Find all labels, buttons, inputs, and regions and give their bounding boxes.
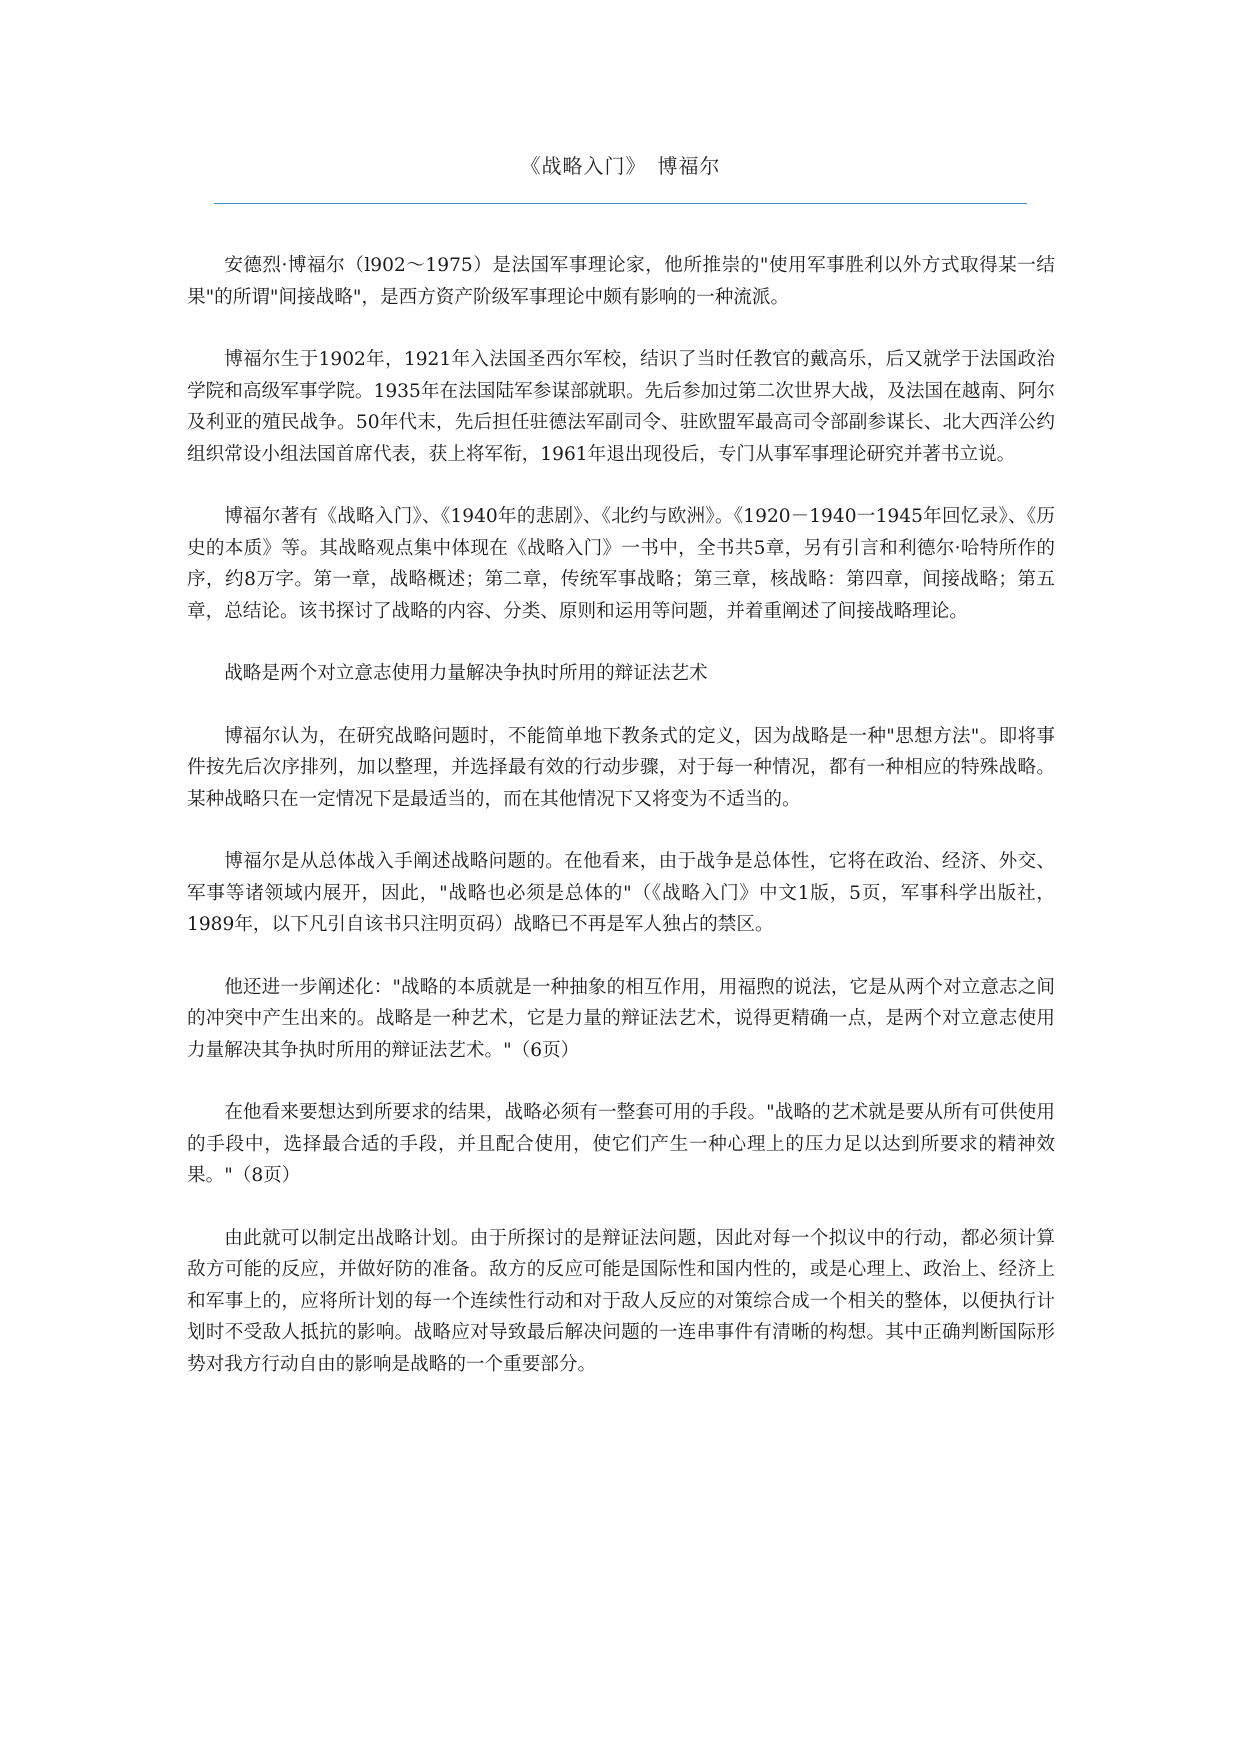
- document-title: 《战略入门》 博福尔: [520, 154, 721, 178]
- document-body: [187, 250, 1055, 1411]
- paragraph-means: 在他看来要想达到所要求的结果，战略必须有一整套可用的手段。"战略的艺术就是要从所有可供使用的手段中，选择最合适的手段，并且配合使用，使它们产生一种心理上的压力足以达到所要求的精神效果。"（8页）: [187, 1102, 1055, 1186]
- paragraph-planning: 由此就可以制定出战略计划。由于所探讨的是辩证法问题，因此对每一个拟议中的行动，都必须计算敌方可能的反应，并做好防的准备。敌方的反应可能是国际性和国内性的，或是心理上、政治上、经济上和军事上的，应将所计划的每一个连续性行动和对于敌人反应的对策综合成一个相关的整体，以便执行计划时不受敌人抵抗的影响。战略应对导致最后解决问题的一连串事件有清晰的构想。其中正确判断国际形势对我方行动自由的影响是战略的一个重要部分。: [187, 1227, 1055, 1375]
- paragraph-works: 博福尔著有《战略入门》、《1940年的悲剧》、《北约与欧洲》。《1920－1940一1945年回忆录》、《历史的本质》等。其战略观点集中体现在《战略入门》一书中，全书共5章，另有引言和利德尔·哈特所作的序，约8万字。第一章，战略概述；第二章，传统军事战略；第三章，核战略：第四章，间接战略；第五章，总结论。该书探讨了战略的内容、分类、原则和运用等问题，并着重阐述了间接战略理论。: [187, 506, 1055, 622]
- section-heading: 战略是两个对立意志使用力量解决争执时所用的辩证法艺术: [224, 663, 708, 684]
- title-divider: [214, 203, 1027, 204]
- paragraph-biography: 博福尔生于1902年，1921年入法国圣西尔军校，结识了当时任教官的戴高乐，后又就学于法国政治学院和高级军事学院。1935年在法国陆军参谋部就职。先后参加过第二次世界大战，及法国在越南、阿尔及利亚的殖民战争。50年代末，先后担任驻德法军副司令、驻欧盟军最高司令部副参谋长、北大西洋公约组织常设小组法国首席代表，获上将军衔，1961年退出现役后，专门从事军事理论研究并著书立说。: [187, 349, 1055, 465]
- paragraph-strategy-method: 博福尔认为，在研究战略问题时，不能简单地下教条式的定义，因为战略是一种"思想方法"。即将事件按先后次序排列，加以整理，并选择最有效的行动步骤，对于每一种情况，都有一种相应的特殊战略。某种战略只在一定情况下是最适当的，而在其他情况下又将变为不适当的。: [187, 725, 1055, 810]
- paragraph-essence: 他还进一步阐述化："战略的本质就是一种抽象的相互作用，用福煦的说法，它是从两个对立意志之间的冲突中产生出来的。战略是一种艺术，它是力量的辩证法艺术，说得更精确一点，是两个对立意志使用力量解决其争执时所用的辩证法艺术。"（6页）: [187, 976, 1055, 1061]
- paragraph-total-war: 博福尔是从总体战入手阐述战略问题的。在他看来，由于战争是总体性，它将在政治、经济、外交、军事等诸领域内展开，因此，"战略也必须是总体的"（《战略入门》中文1版，5页，军事科学出版社，1989年，以下凡引自该书只注明页码）战略已不再是军人独占的禁区。: [187, 851, 1055, 935]
- paragraph-intro: 安德烈·博福尔（l902～1975）是法国军事理论家，他所推崇的"使用军事胜利以外方式取得某一结果"的所谓"间接战略"，是西方资产阶级军事理论中颇有影响的一种流派。: [187, 255, 1055, 308]
